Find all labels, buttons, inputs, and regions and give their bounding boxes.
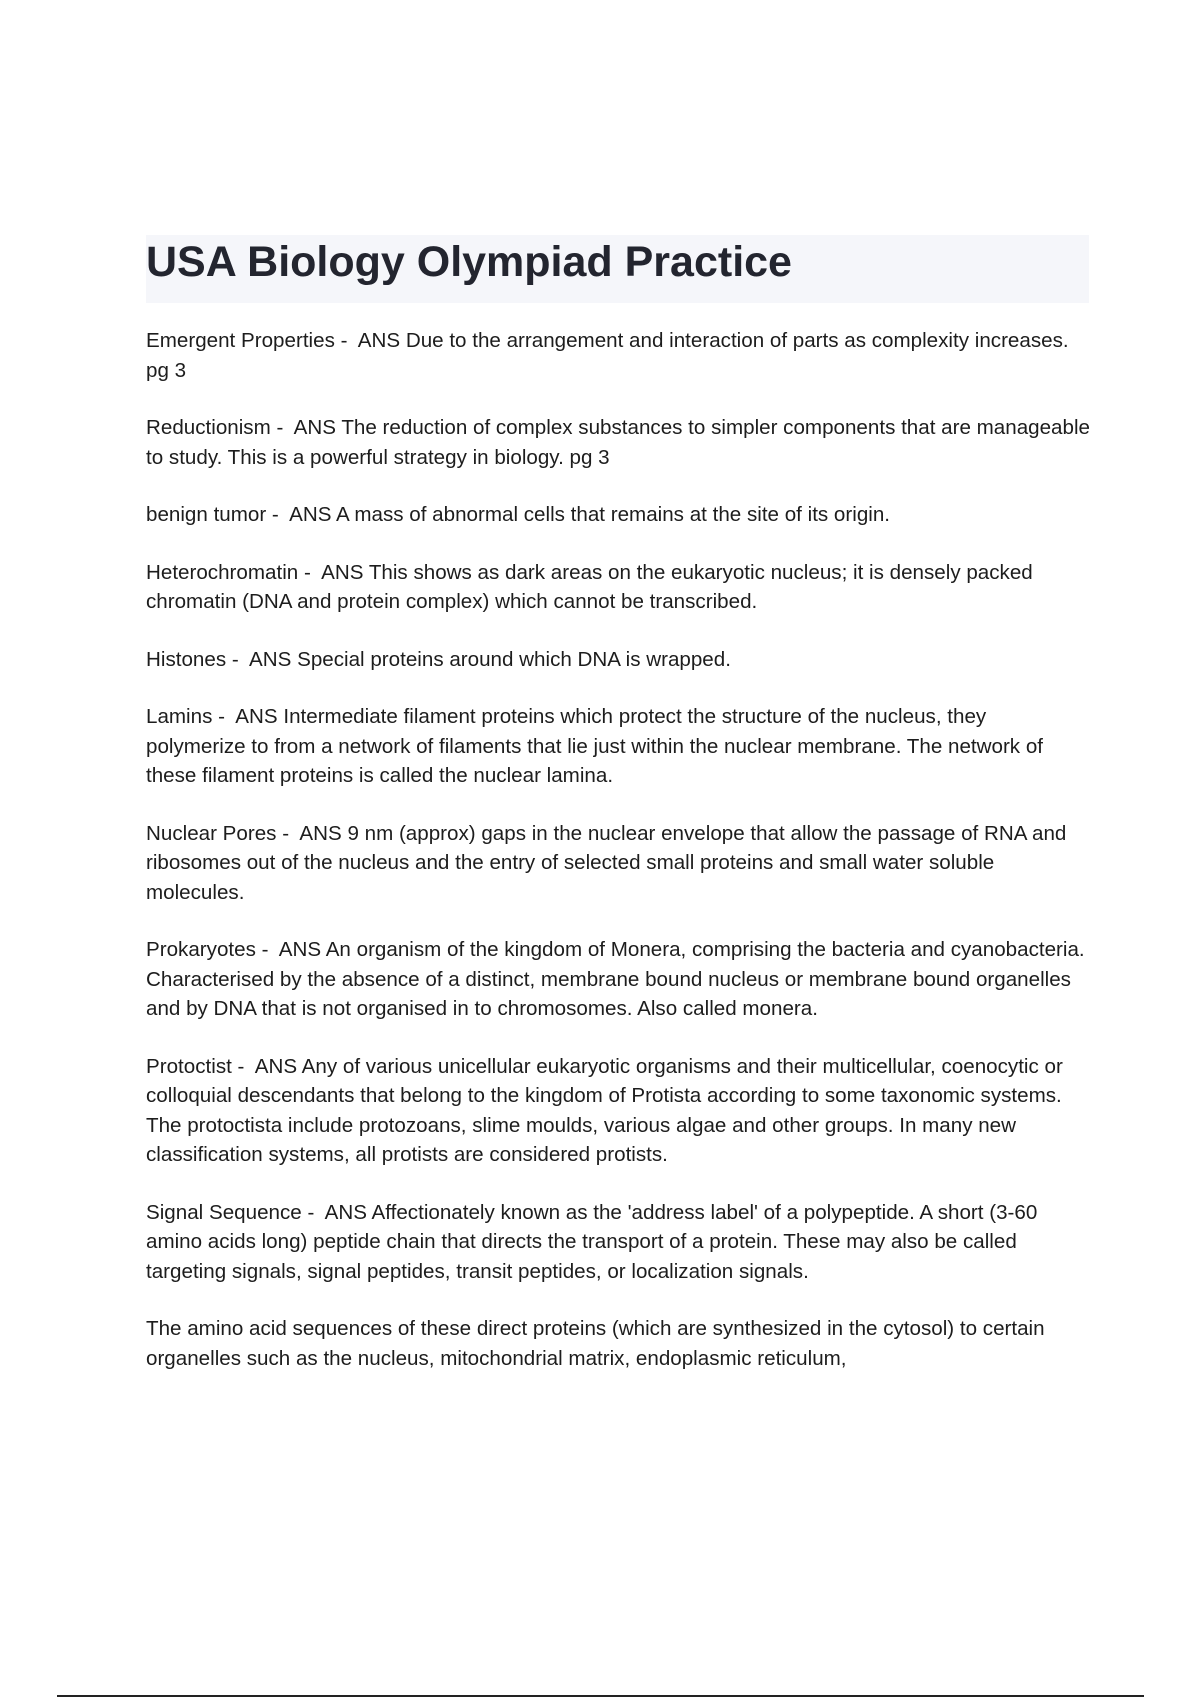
entry-answer: The amino acid sequences of these direct proteins (which are synthesized in the cytosol) to certain organelles such as the nucleus, mitochondrial matrix, endoplasmic reticulum, [146, 1317, 1045, 1370]
flashcard-entry [146, 819, 1091, 908]
entry-term: Heterochromatin - [146, 560, 317, 584]
flashcard-entry [146, 500, 1091, 530]
continuation-paragraph [146, 1314, 1091, 1373]
entry-term: Signal Sequence - [146, 1200, 321, 1224]
entry-answer: ANS The reduction of complex substances to simpler components that are manageable to study. This is a powerful strategy in biology. pg 3 [146, 416, 1090, 469]
entry-term: Reductionism - [146, 416, 290, 439]
footer-divider [57, 1695, 1144, 1697]
entry-answer: ANS A mass of abnormal cells that remains at the site of its origin. [284, 503, 891, 526]
entry-answer: ANS Due to the arrangement and interaction of parts as complexity increases. pg 3 [146, 329, 1069, 382]
entry-answer: ANS 9 nm (approx) gaps in the nuclear envelope that allow the passage of RNA and ribosomes out of the nucleus and the entry of selected small proteins and small water soluble molecules. [146, 821, 1067, 904]
flashcard-entry [146, 1198, 1091, 1287]
flashcard-entry [146, 326, 1091, 385]
page-title: USA Biology Olympiad Practice [146, 238, 792, 286]
entry-answer: ANS An organism of the kingdom of Monera, comprising the bacteria and cyanobacteria. Characterised by the absence of a distinct, membrane bound nucleus or membrane bound organelles and by DNA that is not organised in to chromosomes. Also called monera. [146, 938, 1085, 1020]
entry-answer: ANS Affectionately known as the 'address label' of a polypeptide. A short (3-60 amino acids long) peptide chain that directs the transport of a protein. These may also be called targeting signals, signal peptides, transit peptides, or localization signals. [146, 1200, 1038, 1283]
entry-answer: ANS Any of various unicellular eukaryotic organisms and their multicellular, coenocytic or colloquial descendants that belong to the kingdom of Protista according to some taxonomic systems. The protoctista include protozoans, slime moulds, various algae and other groups. In many new classification systems, all protists are considered protists. [146, 1054, 1063, 1166]
flashcard-entry [146, 1052, 1091, 1170]
flashcard-entry [146, 413, 1091, 472]
entry-term: Histones - [146, 647, 245, 671]
entry-term: benign tumor - [146, 503, 285, 526]
entry-answer: ANS This shows as dark areas on the eukaryotic nucleus; it is densely packed chromatin (DNA and protein complex) which cannot be transcribed. [146, 560, 1033, 613]
entry-term: Emergent Properties - [146, 329, 354, 352]
flashcard-list [146, 326, 1091, 1401]
flashcard-entry [146, 702, 1091, 791]
entry-answer: ANS Intermediate filament proteins which protect the structure of the nucleus, they polymerize to from a network of filaments that lie just within the nuclear membrane. The network of these filament proteins is called the nuclear lamina. [146, 705, 1043, 787]
flashcard-entry [146, 558, 1091, 617]
entry-term: Prokaryotes - [146, 938, 275, 961]
entry-answer: ANS Special proteins around which DNA is wrapped. [244, 647, 731, 671]
flashcard-entry [146, 645, 1091, 675]
title-banner [146, 235, 1089, 303]
flashcard-entry [146, 935, 1091, 1024]
entry-term: Lamins - [146, 705, 231, 728]
entry-term: Nuclear Pores - [146, 821, 295, 845]
entry-term: Protoctist - [146, 1054, 251, 1078]
